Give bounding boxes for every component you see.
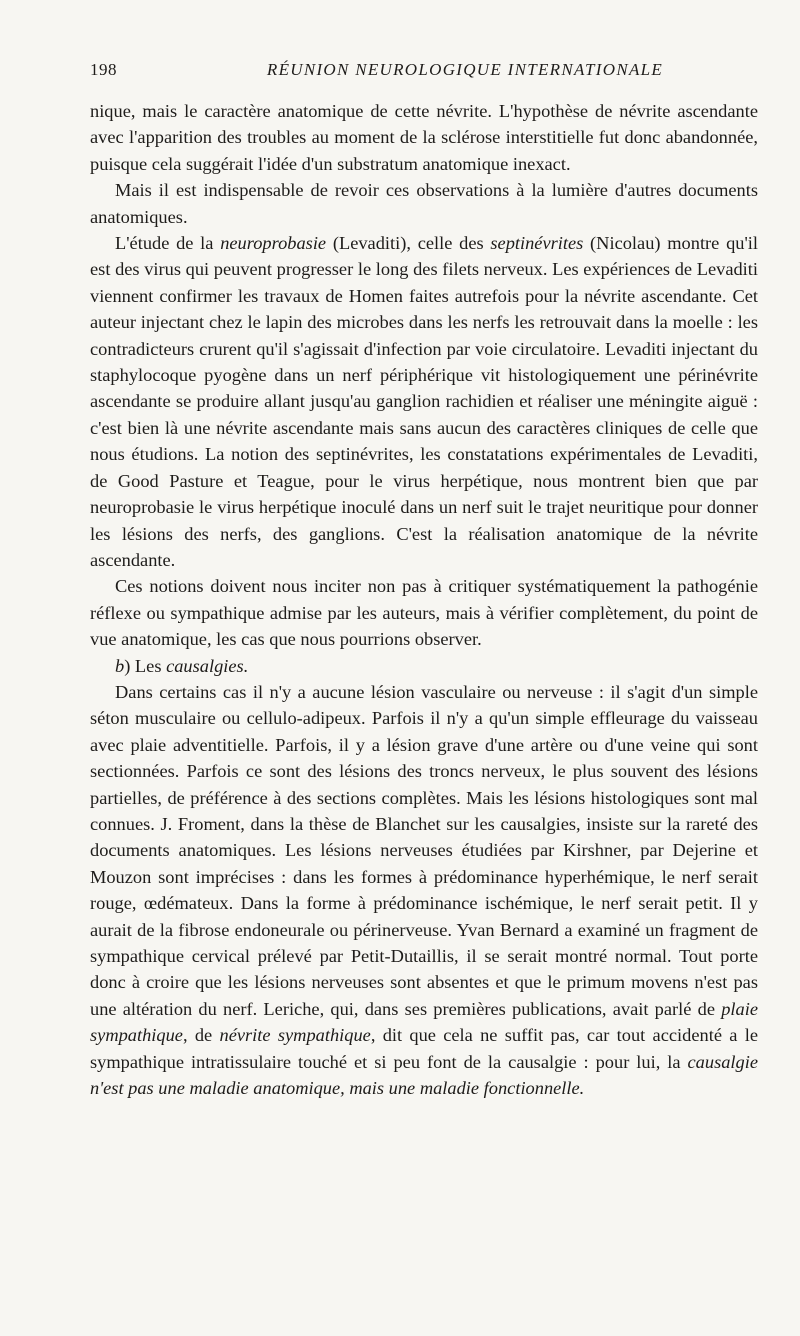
term-nevrite-sympathique: névrite sympathique	[219, 1025, 371, 1046]
paragraph-3-text-c: (Nicolau) montre qu'il est des virus qui peuvent progresser le long des filets nerveux. Les expériences de Levaditi viennent confirmer les travaux de Homen faites autrefois pour la névrite ascendante. Cet auteur injectant chez le lapin des microbes dans les nerfs les retrouvait dans la moelle : les contradicteurs crurent qu'il s'agissait d'infection par voie circulatoire. Levaditi injectant du staphylocoque pyogène dans un nerf périphérique vit histologiquement une périnévrite ascendante se produire allant jusqu'au ganglion rachidien et réaliser une méningite aiguë : c'est bien là une névrite ascendante mais sans aucun des caractères cliniques de celle que nous étudions. La notion des septinévrites, les constatations expérimentales de Levaditi, de Good Pasture et Teague, pour le virus herpétique, nous montrent bien que par neuroprobasie le virus herpétique inoculé dans un nerf suit le trajet neuritique pour donner les lésions des nerfs, des ganglions. C'est la réalisation anatomique de la névrite ascendante.	[90, 233, 758, 570]
paragraph-5-text-c: , dit que cela ne suffit pas, car tout accidenté a le sympathique intratissulaire touché et si peu font de la causalgie : pour lui, la	[90, 1025, 758, 1072]
body-text	[90, 98, 758, 1101]
running-head: RÉUNION NEUROLOGIQUE INTERNATIONALE	[266, 60, 664, 79]
term-plaie-sympathique: plaie sympathique	[90, 998, 758, 1046]
paragraph-5-text-a: Dans certains cas il n'y a aucune lésion vasculaire ou nerveuse : il s'agit d'un simple séton musculaire ou cellulo-adipeux. Parfois il n'y a qu'un simple effleurage du vaisseau avec plaie adventitielle. Parfois, il y a lésion grave d'une artère ou d'une veine qui sont sectionnées. Parfois ce sont des lésions des troncs nerveux, le plus souvent des lésions partielles, de préférence à des sections complètes. Mais les lésions histologiques sont mal connues. J. Froment, dans la thèse de Blanchet sur les causalgies, insiste sur la rareté des documents anatomiques. Les lésions nerveuses étudiées par Kirshner, par Dejerine et Mouzon sont imprécises : dans les formes à prédominance hyperhémique, le nerf serait rouge, œdémateux. Dans la forme à prédominance ischémique, le nerf serait petit. Il y aurait de la fibrose endoneurale ou périnerveuse. Yvan Bernard a examiné un fragment de sympathique cervical prélevé par Petit-Dutaillis, il se serait montré normal. Tout porte donc à croire que les lésions nerveuses sont absentes et que le primum movens n'est pas une altération du nerf. Leriche, qui, dans ses premières publications, avait parlé de	[90, 681, 758, 1019]
term-septinevrites: septinévrites	[490, 233, 584, 254]
paragraph-1: nique, mais le caractère anatomique de cette névrite. L'hypothèse de névrite ascendante avec l'apparition des troubles au moment de la sclérose interstitielle fut donc abandonnée, puisque cela suggérait l'idée d'un substratum anatomique inexact.	[90, 101, 758, 174]
paragraph-3-text-b: (Levaditi), celle des	[326, 233, 491, 254]
paragraph-3-text-a: L'étude de la	[115, 233, 221, 254]
paragraph-2: Mais il est indispensable de revoir ces observations à la lumière d'autres documents anatomiques.	[90, 180, 758, 227]
term-neuroprobasie: neuroprobasie	[220, 233, 327, 254]
closing-italic-statement: causalgie n'est pas une maladie anatomique, mais une maladie fonctionnelle.	[90, 1051, 758, 1099]
section-title: causalgies.	[166, 655, 249, 676]
section-heading-prefix: ) Les	[124, 655, 167, 676]
section-letter: b	[115, 655, 125, 676]
section-heading-b	[90, 653, 758, 679]
paragraph-3	[90, 230, 758, 573]
paragraph-5	[90, 679, 758, 1102]
paragraph-4: Ces notions doivent nous inciter non pas à critiquer systématiquement la pathogénie réflexe ou sympathique admise par les auteurs, mais à vérifier complètement, du point de vue anatomique, les cas que nous pourrions observer.	[90, 576, 758, 650]
paragraph-5-text-b: , de	[182, 1025, 220, 1046]
page-number: 198	[90, 60, 117, 79]
page-header	[90, 60, 758, 88]
